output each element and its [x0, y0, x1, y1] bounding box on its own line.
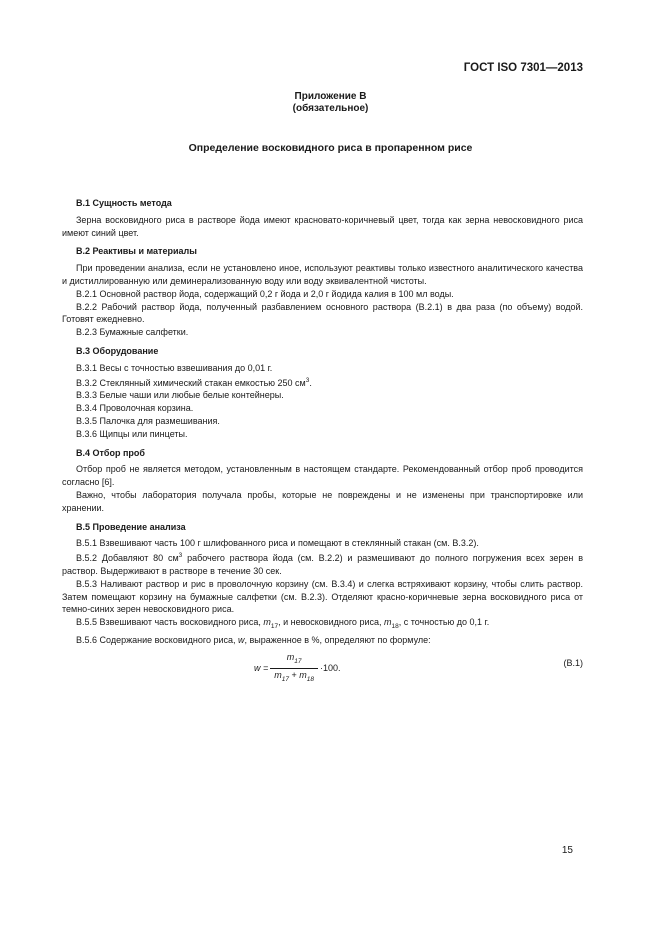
paragraph: В.3.5 Палочка для размешивания.: [76, 415, 220, 426]
paragraph: В.3.3 Белые чаши или любые белые контейнеры.: [76, 390, 284, 401]
numerator-sub: 17: [294, 657, 302, 665]
paragraph: Важно, чтобы лаборатория получала пробы, которые не повреждены и не изменены при транспортировке или хранении.: [62, 489, 583, 513]
formula-number: (В.1): [563, 657, 583, 668]
paragraph: В.2.2 Рабочий раствор йода, полученный разбавлением основного раствора (В.2.1) в два раза (по объему) водой. Готовят ежедневно.: [62, 301, 583, 325]
paragraph: В.3.1 Весы с точностью взвешивания до 0,01 г.: [76, 362, 273, 373]
page-number: 15: [561, 845, 573, 856]
paragraph: При проведении анализа, если не установлено иное, используют реактивы только известного аналитического качества и дистиллированную или деминерализованную воду или воду эквивалентной чистоты.: [62, 263, 583, 286]
paragraph: Зерна восковидного риса в растворе йода имеют красновато-коричневый цвет, тогда как зерна невосковидного риса имеют синий цвет.: [62, 214, 583, 238]
superscript: 3: [305, 376, 310, 384]
paragraph: [62, 375, 583, 390]
subscript: 18: [391, 622, 399, 630]
denominator-plus: +: [289, 670, 300, 681]
variable-m: m: [263, 617, 271, 628]
appendix-heading: [0, 91, 661, 115]
paragraph: [62, 616, 583, 634]
variable-m: m: [383, 617, 392, 628]
paragraph: Отбор проб не является методом, установленным в настоящем стандарте. Рекомендованный отбор проб проводится согласно [6].: [62, 464, 583, 488]
section-heading: В.3 Оборудование: [76, 345, 159, 356]
paragraph: В.2.3 Бумажные салфетки.: [76, 327, 189, 338]
paragraph: В.3.4 Проволочная корзина.: [76, 403, 194, 414]
paragraph: В.3.6 Щипцы или пинцеты.: [76, 428, 188, 439]
numerator-var: m: [286, 651, 295, 662]
paragraph: [62, 550, 583, 578]
paragraph: В.5.1 Взвешивают часть 100 г шлифованного риса и помещают в стеклянный стакан (см. В.3.2).: [76, 538, 479, 549]
section-heading: В.2 Реактивы и материалы: [76, 246, 197, 257]
denominator-var-2: m: [299, 670, 307, 681]
section-heading: В.4 Отбор проб: [76, 447, 145, 458]
denominator-sub-2: 18: [306, 675, 314, 683]
text-run: рабочего раствора йода (см. В.2.2) и размешивают до полного погружения всех зерен в раствор. Выдерживают в растворе в течение 30 сек.: [62, 553, 583, 576]
formula-tail: ·100.: [320, 663, 341, 674]
document-body: [62, 197, 583, 681]
formula-numerator: [283, 651, 306, 669]
paragraph: [62, 634, 583, 647]
text-run: В.5.2 Добавляют 80 см: [76, 553, 179, 564]
denominator-sub-1: 17: [281, 675, 289, 683]
text-run: В.3.2 Стеклянный химический стакан емкостью 250 см: [76, 377, 306, 388]
text-run: , и невосковидного риса,: [278, 617, 384, 628]
formula-block: [62, 651, 583, 681]
subscript: 17: [270, 622, 279, 630]
text-run: , выраженное в %, определяют по формуле:: [244, 634, 431, 645]
text-run: В.5.6 Содержание восковидного риса,: [76, 634, 239, 645]
formula: [254, 651, 341, 687]
formula-denominator: [270, 668, 318, 687]
superscript: 3: [178, 552, 183, 560]
text-run: В.5.5 Взвешивают часть восковидного риса,: [76, 617, 264, 628]
variable-w: w: [238, 634, 245, 645]
document-title: Определение восковидного риса в пропаренном рисе: [188, 142, 473, 154]
denominator-var-1: m: [274, 670, 282, 681]
appendix-subtitle: (обязательное): [292, 103, 369, 114]
section-heading: В.5 Проведение анализа: [76, 521, 186, 532]
text-run: , с точностью до 0,1 г.: [398, 617, 490, 628]
formula-fraction: [270, 651, 318, 687]
paragraph: В.5.3 Наливают раствор и рис в проволочную корзину (см. В.3.4) и слегка встряхивают корзину, чтобы слить раствор. Затем помещают корзину на бумажные салфетки (см. В.2.3). Отделяют красно-коричневые зерна восковидного риса от темно-синих зерен невосковидного риса.: [62, 578, 583, 615]
section-heading: В.1 Сущность метода: [76, 198, 172, 208]
appendix-title: Приложение В: [294, 91, 367, 102]
standard-code: ГОСТ ISO 7301—2013: [463, 62, 583, 74]
formula-lhs: w =: [254, 663, 269, 674]
text-run: .: [309, 377, 312, 388]
paragraph: В.2.1 Основной раствор йода, содержащий 0,2 г йода и 2,0 г йодида калия в 100 мл воды.: [76, 288, 454, 299]
